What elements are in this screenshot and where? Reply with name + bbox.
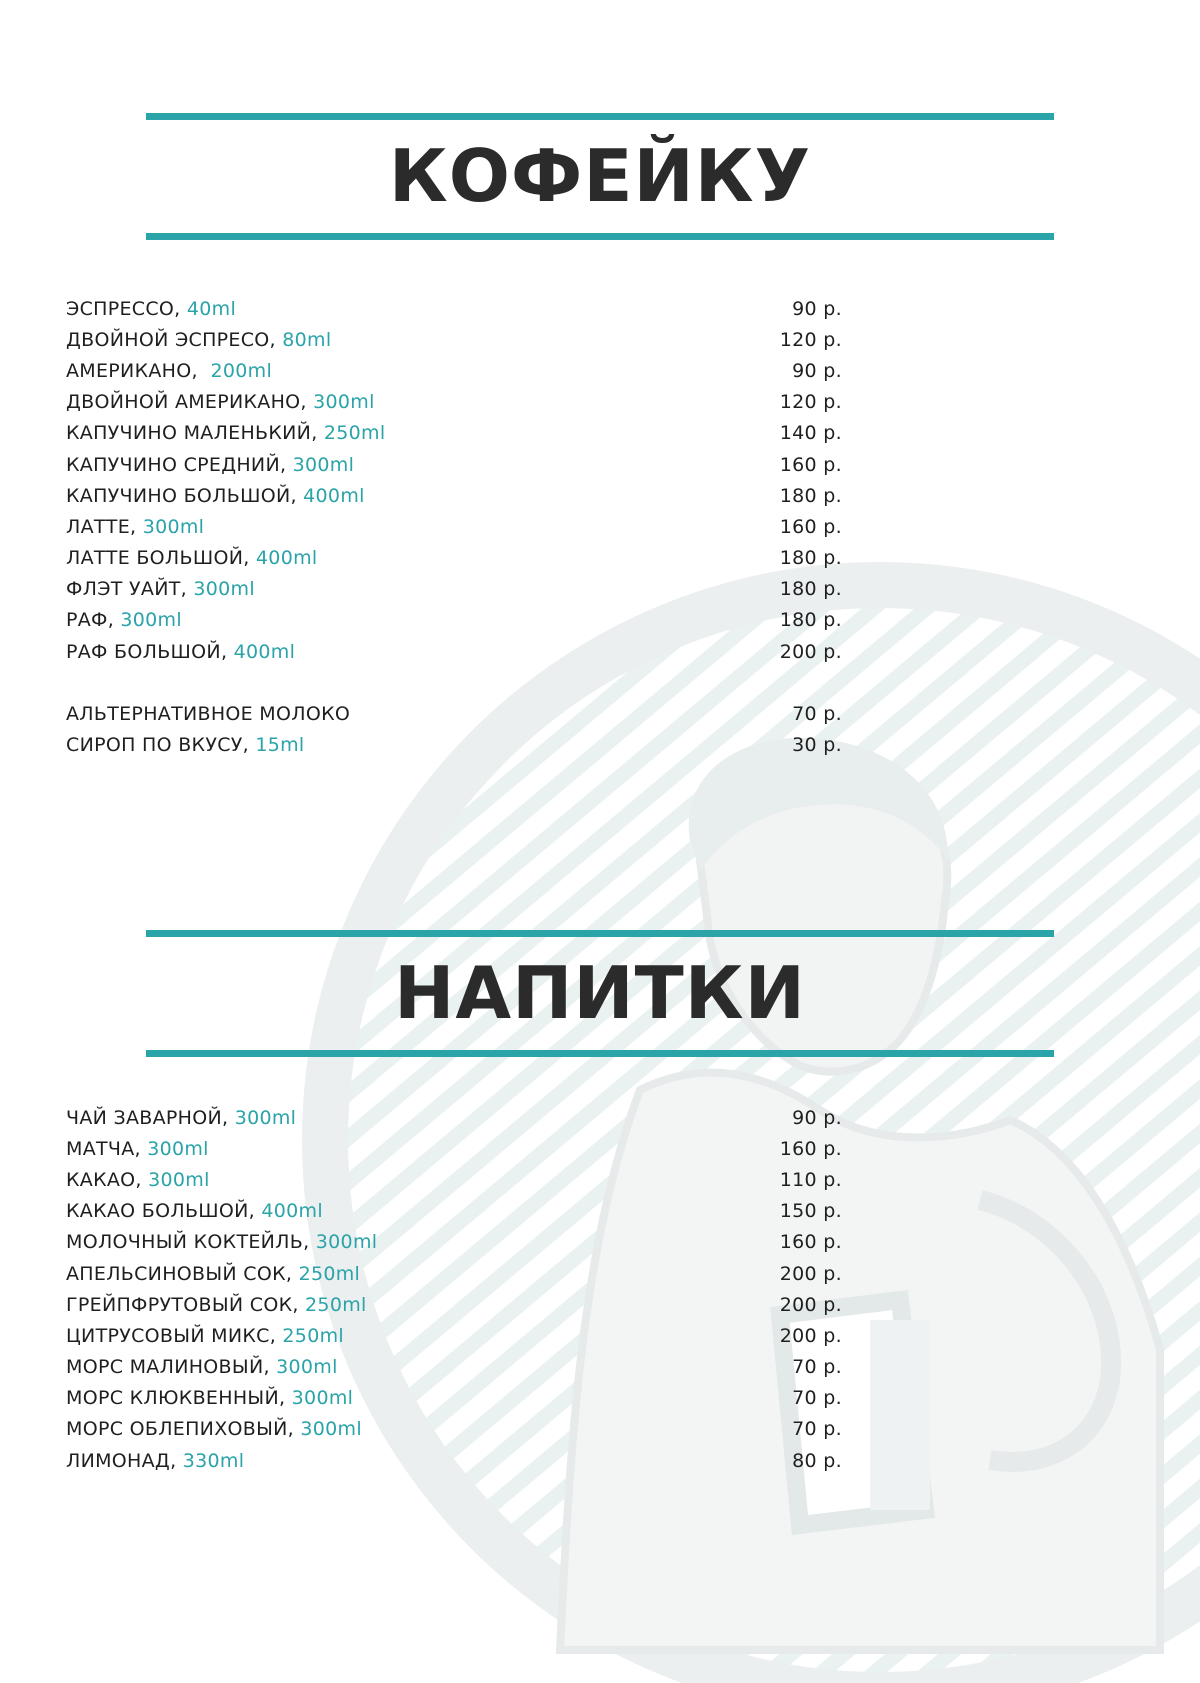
item-volume: 400ml: [303, 484, 365, 507]
item-price: 70 р.: [792, 1387, 842, 1410]
item-name: [66, 547, 317, 569]
spacer: [66, 667, 842, 698]
item-volume: 300ml: [291, 1387, 354, 1410]
section-title: КОФЕЙКУ: [388, 134, 812, 218]
title-bottom-rule: [146, 233, 1054, 240]
menu-item: [66, 449, 842, 480]
item-name: [66, 454, 354, 476]
item-title: МОРС ОБЛЕПИХОВЫЙ,: [66, 1418, 301, 1441]
item-title: КАКАО,: [66, 1168, 149, 1191]
item-volume: 250ml: [305, 1293, 367, 1316]
item-name: [66, 422, 385, 444]
menu-item: [66, 1414, 842, 1445]
item-volume: 300ml: [313, 391, 375, 414]
item-volume: 300ml: [276, 1356, 338, 1379]
item-price: 180 р.: [779, 609, 842, 632]
item-price: 70 р.: [792, 703, 842, 726]
item-price: 160 р.: [779, 453, 842, 476]
menu-item: [66, 1227, 842, 1258]
item-name: [66, 578, 255, 600]
item-price: 160 р.: [779, 515, 842, 538]
item-name: [66, 1138, 209, 1160]
item-volume: 300ml: [300, 1418, 362, 1441]
item-name: [66, 1356, 338, 1378]
item-name: [66, 329, 331, 351]
item-volume: 300ml: [148, 1168, 210, 1191]
menu-item: [66, 1258, 842, 1289]
item-name: [66, 391, 375, 413]
item-price: 150 р.: [779, 1200, 842, 1223]
item-price: 160 р.: [779, 1137, 842, 1160]
item-volume: 15ml: [255, 734, 305, 757]
item-volume: 330ml: [182, 1449, 245, 1472]
item-title: МОРС МАЛИНОВЫЙ,: [66, 1356, 277, 1379]
item-title: ДВОЙНОЙ ЭСПРЕСО,: [66, 328, 283, 351]
item-name: [66, 1418, 362, 1440]
item-price: 120 р.: [779, 328, 842, 351]
menu-item: [66, 355, 842, 386]
item-title: ЧАЙ ЗАВАРНОЙ,: [66, 1106, 235, 1129]
item-price: 70 р.: [792, 1418, 842, 1441]
item-price: 180 р.: [779, 547, 842, 570]
menu-item: [66, 605, 842, 636]
item-price: 90 р.: [792, 359, 842, 382]
item-title: ФЛЭТ УАЙТ,: [66, 578, 194, 601]
item-volume: 80ml: [282, 328, 332, 351]
item-volume: 250ml: [282, 1324, 344, 1347]
item-price: 180 р.: [779, 578, 842, 601]
item-price: 200 р.: [779, 640, 842, 663]
title-top-rule: [146, 113, 1054, 120]
item-name: [66, 1107, 296, 1129]
menu-item: [66, 1383, 842, 1414]
item-name: [66, 1450, 244, 1472]
item-name: [66, 609, 182, 631]
menu-item: [66, 418, 842, 449]
item-title: КАПУЧИНО СРЕДНИЙ,: [66, 453, 293, 476]
item-price: 160 р.: [779, 1231, 842, 1254]
item-volume: 300ml: [120, 609, 182, 632]
item-volume: 250ml: [298, 1262, 361, 1285]
item-price: 110 р.: [779, 1168, 842, 1191]
item-volume: 300ml: [147, 1137, 209, 1160]
item-title: ГРЕЙПФРУТОВЫЙ СОК,: [66, 1293, 306, 1316]
item-volume: 250ml: [323, 422, 386, 445]
menu-item: [66, 1133, 842, 1164]
title-top-rule: [146, 930, 1054, 937]
section-title: НАПИТКИ: [394, 951, 806, 1035]
item-title: КАКАО БОЛЬШОЙ,: [66, 1200, 262, 1223]
title-bottom-rule: [146, 1050, 1054, 1057]
item-title: АМЕРИКАНО,: [66, 359, 211, 382]
item-title: МОЛОЧНЫЙ КОКТЕЙЛЬ,: [66, 1231, 316, 1254]
menu-item: [66, 636, 842, 667]
menu-item: [66, 480, 842, 511]
item-name: [66, 1263, 360, 1285]
item-name: [66, 360, 272, 382]
drinks-section: [146, 930, 1054, 1057]
item-volume: 300ml: [292, 453, 355, 476]
menu-item: [66, 511, 842, 542]
menu-item: [66, 730, 842, 761]
item-price: 70 р.: [792, 1356, 842, 1379]
item-title: КАПУЧИНО МАЛЕНЬКИЙ,: [66, 422, 324, 445]
menu-item: [66, 387, 842, 418]
item-volume: 300ml: [315, 1231, 378, 1254]
item-volume: 300ml: [142, 515, 205, 538]
menu-item: [66, 1102, 842, 1133]
item-title: МОРС КЛЮКВЕННЫЙ,: [66, 1387, 292, 1410]
item-price: 90 р.: [792, 297, 842, 320]
item-name: [66, 641, 295, 663]
item-volume: 40ml: [186, 297, 237, 320]
item-name: [66, 485, 365, 507]
item-name: [66, 703, 350, 725]
item-price: 140 р.: [779, 422, 842, 445]
menu-item: [66, 1445, 842, 1476]
coffee-section: [146, 113, 1054, 240]
item-title: РАФ,: [66, 609, 121, 632]
menu-item: [66, 1320, 842, 1351]
item-price: 200 р.: [779, 1262, 842, 1285]
item-volume: 200ml: [210, 359, 273, 382]
item-name: [66, 1294, 367, 1316]
menu-item: [66, 543, 842, 574]
item-name: [66, 1169, 210, 1191]
item-volume: 400ml: [233, 640, 296, 663]
item-title: ЛАТТЕ БОЛЬШОЙ,: [66, 547, 256, 570]
item-title: ЦИТРУСОВЫЙ МИКС,: [66, 1324, 283, 1347]
item-volume: 300ml: [193, 578, 255, 601]
item-title: ЭСПРЕССО,: [66, 297, 187, 320]
item-price: 80 р.: [792, 1449, 842, 1472]
menu-item: [66, 1164, 842, 1195]
drinks-menu-list: [66, 1102, 842, 1476]
menu-item: [66, 293, 842, 324]
item-name: [66, 1325, 344, 1347]
item-name: [66, 298, 236, 320]
menu-item: [66, 1196, 842, 1227]
item-title: РАФ БОЛЬШОЙ,: [66, 640, 234, 663]
item-title: ДВОЙНОЙ АМЕРИКАНО,: [66, 391, 314, 414]
item-name: [66, 1387, 353, 1409]
menu-item: [66, 324, 842, 355]
item-title: ЛИМОНАД,: [66, 1449, 183, 1472]
menu-item: [66, 574, 842, 605]
item-title: АПЕЛЬСИНОВЫЙ СОК,: [66, 1262, 299, 1285]
item-name: [66, 516, 204, 538]
item-price: 200 р.: [779, 1324, 842, 1347]
coffee-menu-list: [66, 293, 842, 761]
item-name: [66, 1200, 323, 1222]
item-price: 120 р.: [779, 391, 842, 414]
menu-item: [66, 1289, 842, 1320]
item-price: 200 р.: [779, 1293, 842, 1316]
item-price: 90 р.: [792, 1106, 842, 1129]
item-price: 30 р.: [792, 734, 842, 757]
item-price: 180 р.: [779, 484, 842, 507]
item-volume: 300ml: [234, 1106, 297, 1129]
item-title: ЛАТТЕ,: [66, 515, 143, 538]
item-title: КАПУЧИНО БОЛЬШОЙ,: [66, 484, 304, 507]
item-name: [66, 1231, 377, 1253]
menu-item: [66, 698, 842, 729]
item-title: МАТЧА,: [66, 1137, 148, 1160]
item-title: АЛЬТЕРНАТИВНОЕ МОЛОКО: [66, 703, 351, 726]
item-title: СИРОП ПО ВКУСУ,: [66, 734, 256, 757]
menu-item: [66, 1352, 842, 1383]
item-volume: 400ml: [261, 1200, 323, 1223]
item-name: [66, 734, 305, 756]
item-volume: 400ml: [255, 547, 318, 570]
